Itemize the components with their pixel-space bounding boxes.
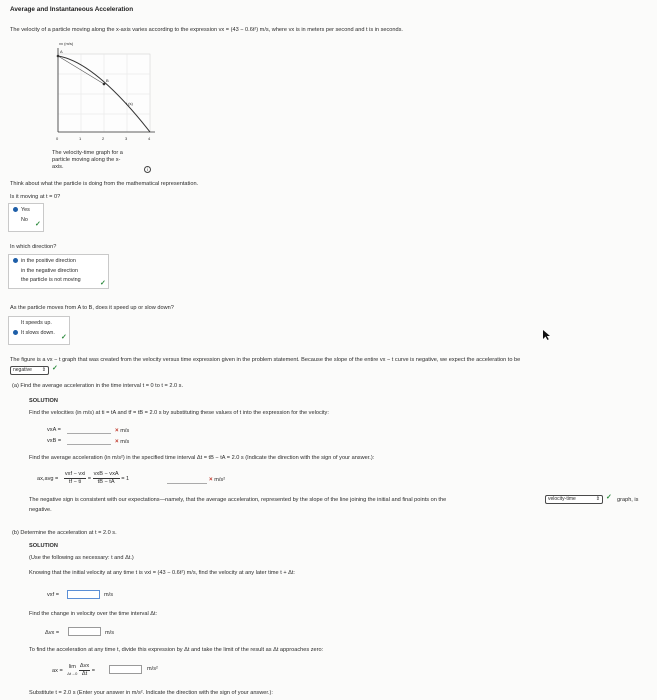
q2-option-not-moving[interactable]: the particle is not moving	[13, 277, 81, 284]
problem-statement: The velocity of a particle moving along the x-axis varies according to the expression vx = (43 − 0.6t²) m/s, where vx is in meters per second and t is in seconds.	[10, 27, 403, 33]
vxb-feedback: × m/s	[115, 438, 130, 445]
q1-option-no[interactable]: No	[13, 217, 28, 224]
slope-statement: The figure is a vx − t graph that was created from the velocity versus time expression given in the problem statement. Because the slope of the entire vx − t curve is negative, we expect the acceleration to be	[10, 357, 521, 363]
tick-1: 1	[79, 136, 82, 141]
dropdown-arrow-icon: ⇕	[41, 367, 46, 373]
q2-prompt: In which direction?	[10, 244, 57, 250]
incorrect-x-icon: ×	[115, 438, 119, 445]
radio-empty-icon	[13, 277, 18, 282]
point-a-label: A	[60, 49, 63, 54]
vxb-answer-field[interactable]	[67, 444, 111, 445]
info-icon[interactable]: i	[144, 166, 151, 173]
tick-3: 3	[125, 136, 128, 141]
delta-vx-unit: m/s	[105, 630, 115, 636]
q1-options	[8, 203, 44, 232]
vxa-feedback: × m/s	[115, 427, 130, 434]
find-change-text: Find the change in velocity over the time interval Δt:	[29, 611, 158, 617]
correct-check-icon: ✓	[35, 221, 41, 228]
q2-option-negative[interactable]: in the negative direction	[13, 268, 78, 275]
part-a-label: (a) Find the average acceleration in the time interval t = 0 to t = 2.0 s.	[12, 383, 184, 389]
dropdown-arrow-icon: ⇕	[595, 496, 600, 502]
negative-sign-text: The negative sign is consistent with our expectations—namely, that the average acceleration, represented by the slope of the line joining the initial and final points on the	[29, 497, 447, 503]
vxf-input[interactable]	[67, 590, 100, 599]
radio-empty-icon	[13, 268, 18, 273]
q3-options	[8, 316, 70, 345]
correct-check-icon: ✓	[100, 280, 106, 287]
q3-option-speeds-up[interactable]: It speeds up.	[13, 320, 52, 327]
radio-selected-icon	[13, 330, 18, 335]
delta-vx-input[interactable]	[68, 627, 101, 636]
acceleration-input[interactable]	[109, 665, 142, 674]
knowing-text: Knowing that the initial velocity at any time t is vxi = (43 − 0.6t²) m/s, find the velocity at any later time t + Δt:	[29, 570, 295, 576]
delta-vx-label: Δvx =	[45, 630, 60, 636]
radio-empty-icon	[13, 320, 18, 325]
tick-4: 4	[148, 136, 151, 141]
vxb-label: vxB =	[47, 438, 62, 444]
y-axis-label: vx (m/s)	[59, 41, 74, 46]
substitute-text: Substitute t = 2.0 s (Enter your answer in m/s². Indicate the direction with the sign of your answer.):	[29, 690, 273, 696]
avg-acceleration-answer-field[interactable]	[167, 483, 207, 484]
graph-caption-1: The velocity-time graph for a	[52, 150, 123, 156]
graph-type-select[interactable]: velocity-time ⇕	[545, 495, 603, 504]
to-find-text: To find the acceleration at any time t, divide this expression by Δt and take the limit of the result as Δt approaches zero:	[29, 647, 324, 653]
find-average-text: Find the average acceleration (in m/s²) in the specified time interval Δt = tB − tA = 2.0 s (Indicate the direction with the sign of your answer.):	[29, 455, 375, 461]
graph-caption-2: particle moving along the x-	[52, 157, 121, 163]
q1-prompt: Is it moving at t = 0?	[10, 194, 61, 200]
radio-selected-icon	[13, 207, 18, 212]
find-velocities-text: Find the velocities (in m/s) at ti = tA and tf = tB = 2.0 s by substituting these values of t into the expression for the velocity:	[29, 410, 329, 416]
correct-check-icon: ✓	[606, 494, 612, 501]
tick-2: 2	[102, 136, 105, 141]
acceleration-unit: m/s²	[147, 666, 158, 672]
tick-0: 0	[56, 136, 59, 141]
part-b-label: (b) Determine the acceleration at t = 2.0 s.	[12, 530, 117, 536]
q2-options	[8, 254, 109, 289]
incorrect-x-icon: ×	[115, 427, 119, 434]
average-acceleration-equation: ax,avg = $\frac{\text{vxf − vxi}}{tf - ti}$ = $\frac{\text{vxB − vxA}}{tB - tA}$ = 1	[37, 471, 130, 485]
point-b-label: B	[106, 78, 109, 83]
use-following-text: (Use the following as necessary: t and Δt.)	[29, 555, 134, 561]
q3-option-slows-down[interactable]: It slows down.	[13, 330, 55, 337]
acceleration-limit-equation: ax = lim Δt→0 $\frac{\text{Δvx}}{\Delta t}$ =	[52, 663, 96, 677]
radio-selected-icon	[13, 258, 18, 263]
correct-check-icon: ✓	[61, 334, 67, 341]
incorrect-x-icon: ×	[209, 476, 213, 483]
graph-caption-3: axis.	[52, 164, 64, 170]
vxf-label: vxf =	[47, 592, 59, 598]
acceleration-sign-select[interactable]: negative ⇕	[10, 366, 49, 375]
radio-empty-icon	[13, 217, 18, 222]
vxa-label: vxA =	[47, 427, 61, 433]
think-prompt: Think about what the particle is doing from the mathematical representation.	[10, 181, 199, 187]
vxf-unit: m/s	[104, 592, 114, 598]
page-title: Average and Instantaneous Acceleration	[10, 6, 134, 13]
velocity-time-graph	[55, 40, 165, 150]
mouse-cursor-icon	[543, 330, 551, 343]
correct-check-icon: ✓	[52, 365, 58, 372]
graph-suffix-text: graph, is	[617, 497, 639, 503]
q1-option-yes[interactable]: Yes	[13, 207, 30, 214]
x-axis-label: t (s)	[126, 101, 133, 106]
part-a-solution-heading: SOLUTION	[29, 398, 58, 404]
part-b-solution-heading: SOLUTION	[29, 543, 58, 549]
avg-acceleration-feedback: × m/s²	[209, 476, 226, 483]
vxa-answer-field[interactable]	[67, 433, 111, 434]
q3-prompt: As the particle moves from A to B, does it speed up or slow down?	[10, 305, 174, 311]
negative-word: negative.	[29, 507, 52, 513]
q2-option-positive[interactable]: in the positive direction	[13, 258, 76, 265]
